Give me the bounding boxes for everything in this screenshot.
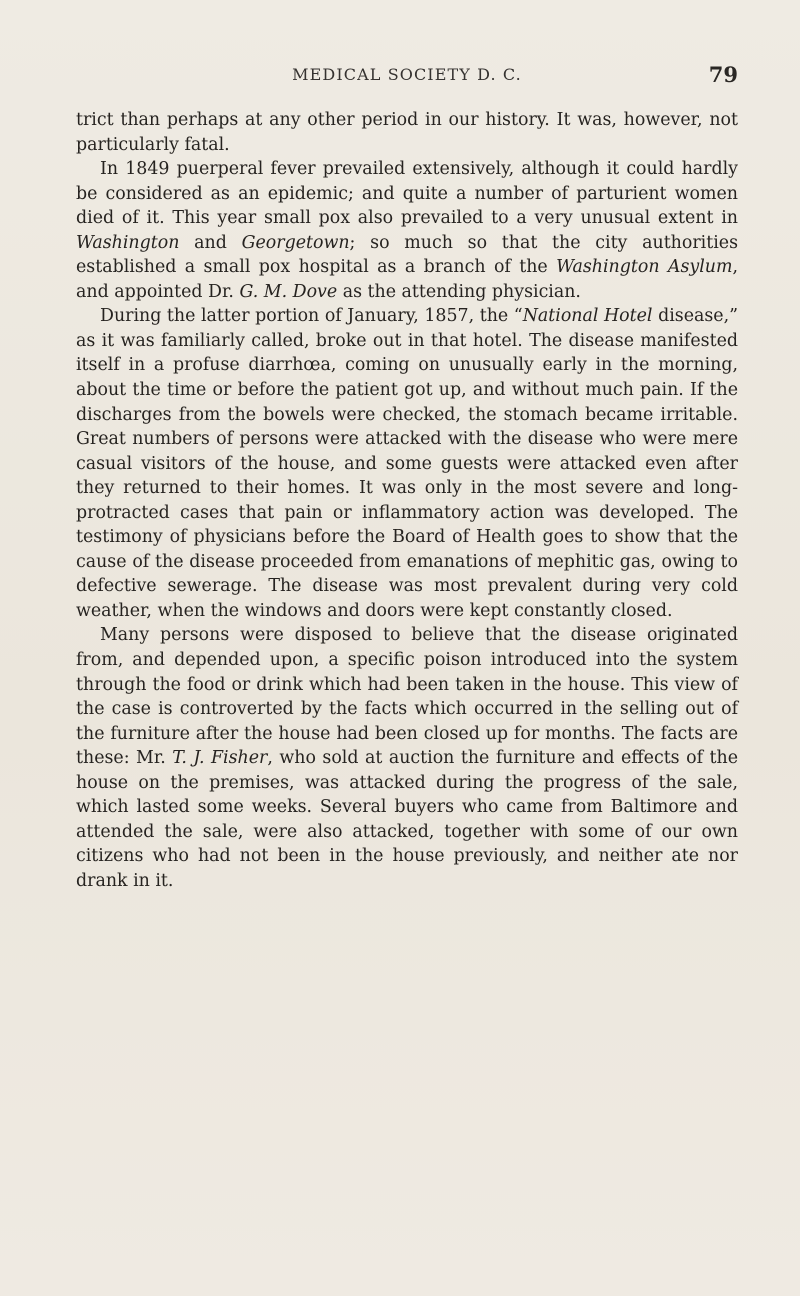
paragraph-puerperal-fever (76, 157, 738, 304)
italic-place-name: Georgetown (241, 232, 350, 253)
running-title: MEDICAL SOCIETY D. C. (292, 65, 522, 84)
italic-person-name: T. J. Fisher (172, 748, 268, 769)
text-segment: and (179, 232, 242, 253)
page-number: 79 (708, 62, 738, 87)
paragraph-poison-theory (76, 623, 738, 893)
text-segment: , and appointed Dr. (76, 257, 738, 302)
text-segment: ; so much so that the city authorities established a small pox hospital as a branch of the (76, 232, 738, 278)
italic-hotel-name: National Hotel (522, 306, 653, 327)
text-segment: Many persons were disposed to believe that the disease originated from, and depended upon, a specific poison introduced into the system through the food or drink which had been taken in the house. This view of the case is controverted by the facts which occurred in the selling out of the furniture after the house had been closed up for months. The facts are these: Mr. (76, 625, 738, 769)
text-segment: , who sold at auction the furniture and effects of the house on the premises, was attacked during the progress of the sale, which lasted some weeks. Several buyers who came from Baltimore and attended the sale, were also attacked, together with some of our own citizens who had not been in the house previously, and neither ate nor drank in it. (76, 748, 738, 891)
paragraph-national-hotel-disease (76, 304, 738, 623)
text-segment: In 1849 puerperal fever prevailed extensively, although it could hardly be considered as an epidemic; and quite a number of parturient women died of it. This year small pox also prevailed to a very unusual extent in (76, 159, 738, 229)
paragraph-continuation (76, 108, 738, 157)
body-text (76, 108, 738, 894)
italic-person-name: G. M. Dove (239, 281, 338, 302)
text-segment: disease,” as it was familiarly called, broke out in that hotel. The disease manifested itself in a profuse diarrhœa, coming on unusually early in the morning, about the time or before the patient got up, and without much pain. If the discharges from the bowels were checked, the stomach became irritable. Great numbers of persons were attacked with the disease who were mere casual visitors of the house, and some guests were attacked even after they returned to their homes. It was only in the most severe and long-protracted cases that pain or inflammatory action was developed. The testimony of physicians before the Board of Health goes to show that the cause of the disease proceeded from emanations of mephitic gas, owing to defective sewerage. The disease was most prevalent during very cold weather, when the windows and doors were kept constantly closed. (76, 306, 738, 621)
italic-institution-name: Washington Asylum (556, 257, 733, 278)
running-head (76, 62, 738, 92)
italic-place-name: Washington (76, 232, 180, 253)
text-segment: trict than perhaps at any other period in our history. It was, however, not particularly fatal. (76, 110, 738, 155)
text-segment: as the attending physician. (337, 281, 581, 302)
text-segment: During the latter portion of January, 1857, the “ (100, 306, 523, 327)
